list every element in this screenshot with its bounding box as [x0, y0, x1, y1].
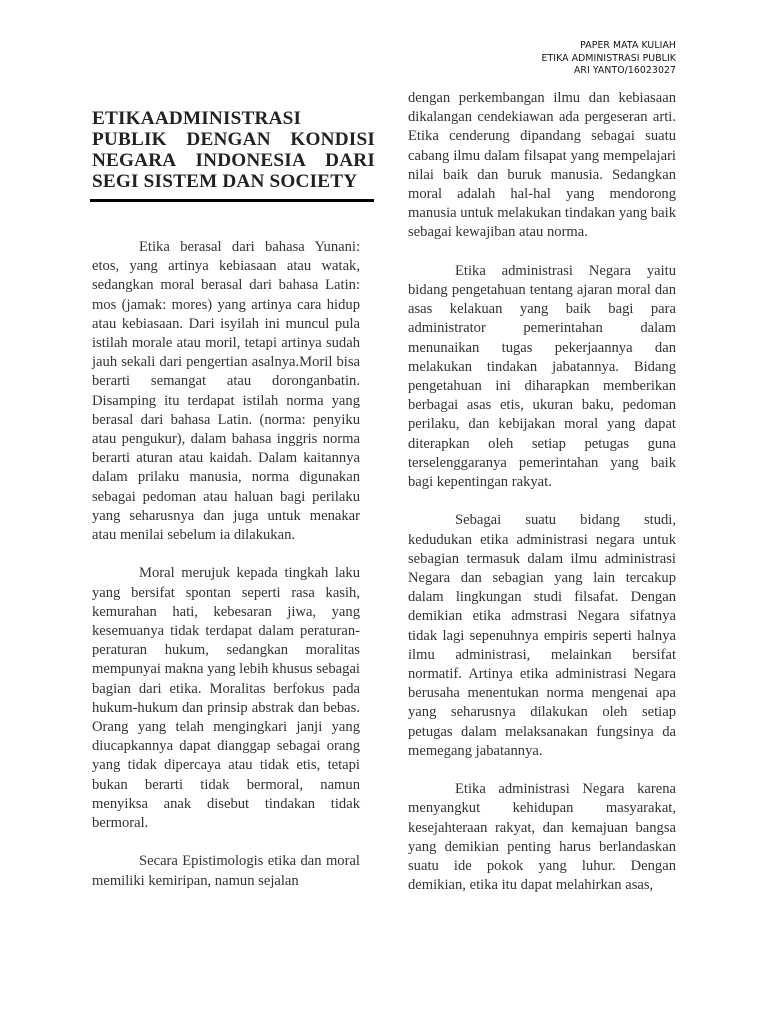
paragraph-kehidupan-masyarakat: Etika administrasi Negara karena menyangkut kehidupan masyarakat, kesejahteraan rakyat, dan kemajuan bangsa yang demikian penting harus berlandaskan suatu ide pokok yang luhur. Dengan demikian, etika itu dapat melahirkan asas, [408, 781, 676, 894]
paragraph-etika-administrasi-definition: Etika administrasi Negara yaitu bidang pengetahuan tentang ajaran moral dan asas kelakuan yang baik bagi para administrator pemerintahan dalam menunaikan tugas pekerjaannya dan melakukan tindakan jabatannya. Bidang pengetahuan ini diharapkan memberikan berbagai asas etis, ukuran baku, pedoman perilaku, dan kebijakan moral yang dapat diterapkan oleh setiap petugas guna terselenggaranya pemerintahan yang baik bagi kepentingan rakyat. [408, 262, 676, 491]
paragraph-epistemologi: Secara Epistimologis etika dan moral memiliki kemiripan, namun sejalan [92, 853, 360, 889]
paragraph-continuation: dengan perkembangan ilmu dan kebiasaan dikalangan cendekiawan ada pergeseran arti. Etika cenderung dipandang sebagai suatu cabang ilmu dalam filsapat yang mempelajari nilai baik dan buruk manusia. Sedangkan moral adalah hal-hal yang mendorong manusia untuk melakukan tindakan yang baik sebagai kewajiban atau norma. [408, 90, 676, 241]
paragraph-bidang-studi: Sebagai suatu bidang studi, kedudukan etika administrasi negara untuk sebagian termasuk dalam ilmu administrasi Negara dan sebagian yang lain tercakup dalam lingkungan studi filsafat. Dengan demikian etika admstrasi Negara sifatnya tidak lagi sepenuhnya empiris seperti halnya ilmu administrasi, melainkan bersifat normatif. Artinya etika administrasi Negara berusaha menentukan norma mengenai apa yang seharusnya dilakukan oleh setiap petugas dalam melaksanakan fungsinya da memegang jabatannya. [408, 512, 676, 759]
right-column [408, 89, 676, 915]
paragraph-etika-origin: Etika berasal dari bahasa Yunani: etos, yang artinya kebiasaan atau watak, sedangkan moral berasal dari bahasa Latin: mos (jamak: mores) yang artinya cara hidup atau kebiasaan. Dari isyilah ini muncul pula istilah morale atau moril, tetapi artinya sudah jauh sekali dari pengertian asalnya.Moril bisa berarti semangat atau doronganbatin. Disamping itu terdapat istilah norma yang berasal dari bahasa Latin. (norma: penyiku atau pengukur), dalam bahasa inggris norma berarti aturan atau kaidah. Dalam kaitannya dalam prilaku manusia, norma digunakan sebagai pedoman atau haluan bagi perilaku yang seharusnya dan juga untuk menakar atau menilai sebelum ia dilakukan. [92, 239, 360, 544]
left-column [92, 108, 375, 910]
header-author-id: ARI YANTO/16023027 [573, 65, 676, 76]
header-course-label: PAPER MATA KULIAH [580, 40, 676, 51]
paragraph-moral: Moral merujuk kepada tingkah laku yang bersifat spontan seperti rasa kasih, kemurahan hati, kebesaran jiwa, yang kesemuanya tidak terdapat dalam peraturan-peraturan hukum, sedangkan moralitas mempunyai makna yang lebih khusus sebagai bagian dari etika. Moralitas berfokus pada hukum-hukum dan prinsip abstrak dan bebas. Orang yang telah mengingkari janji yang diucapkannya dapat dianggap sebagai orang yang tidak dipercaya atau tidak etis, tetapi bukan berarti tidak bermoral, namun menyiksa anak disebut tindakan tidak bermoral. [92, 565, 360, 832]
paper-title: ETIKAADMINISTRASI PUBLIK DENGAN KONDISI NEGARA INDONESIA DARI SEGI SISTEM DAN SOCIETY [92, 108, 375, 192]
header-subject: ETIKA ADMINISTRASI PUBLIK [541, 52, 676, 64]
page-header [542, 40, 676, 78]
title-divider [90, 199, 374, 202]
